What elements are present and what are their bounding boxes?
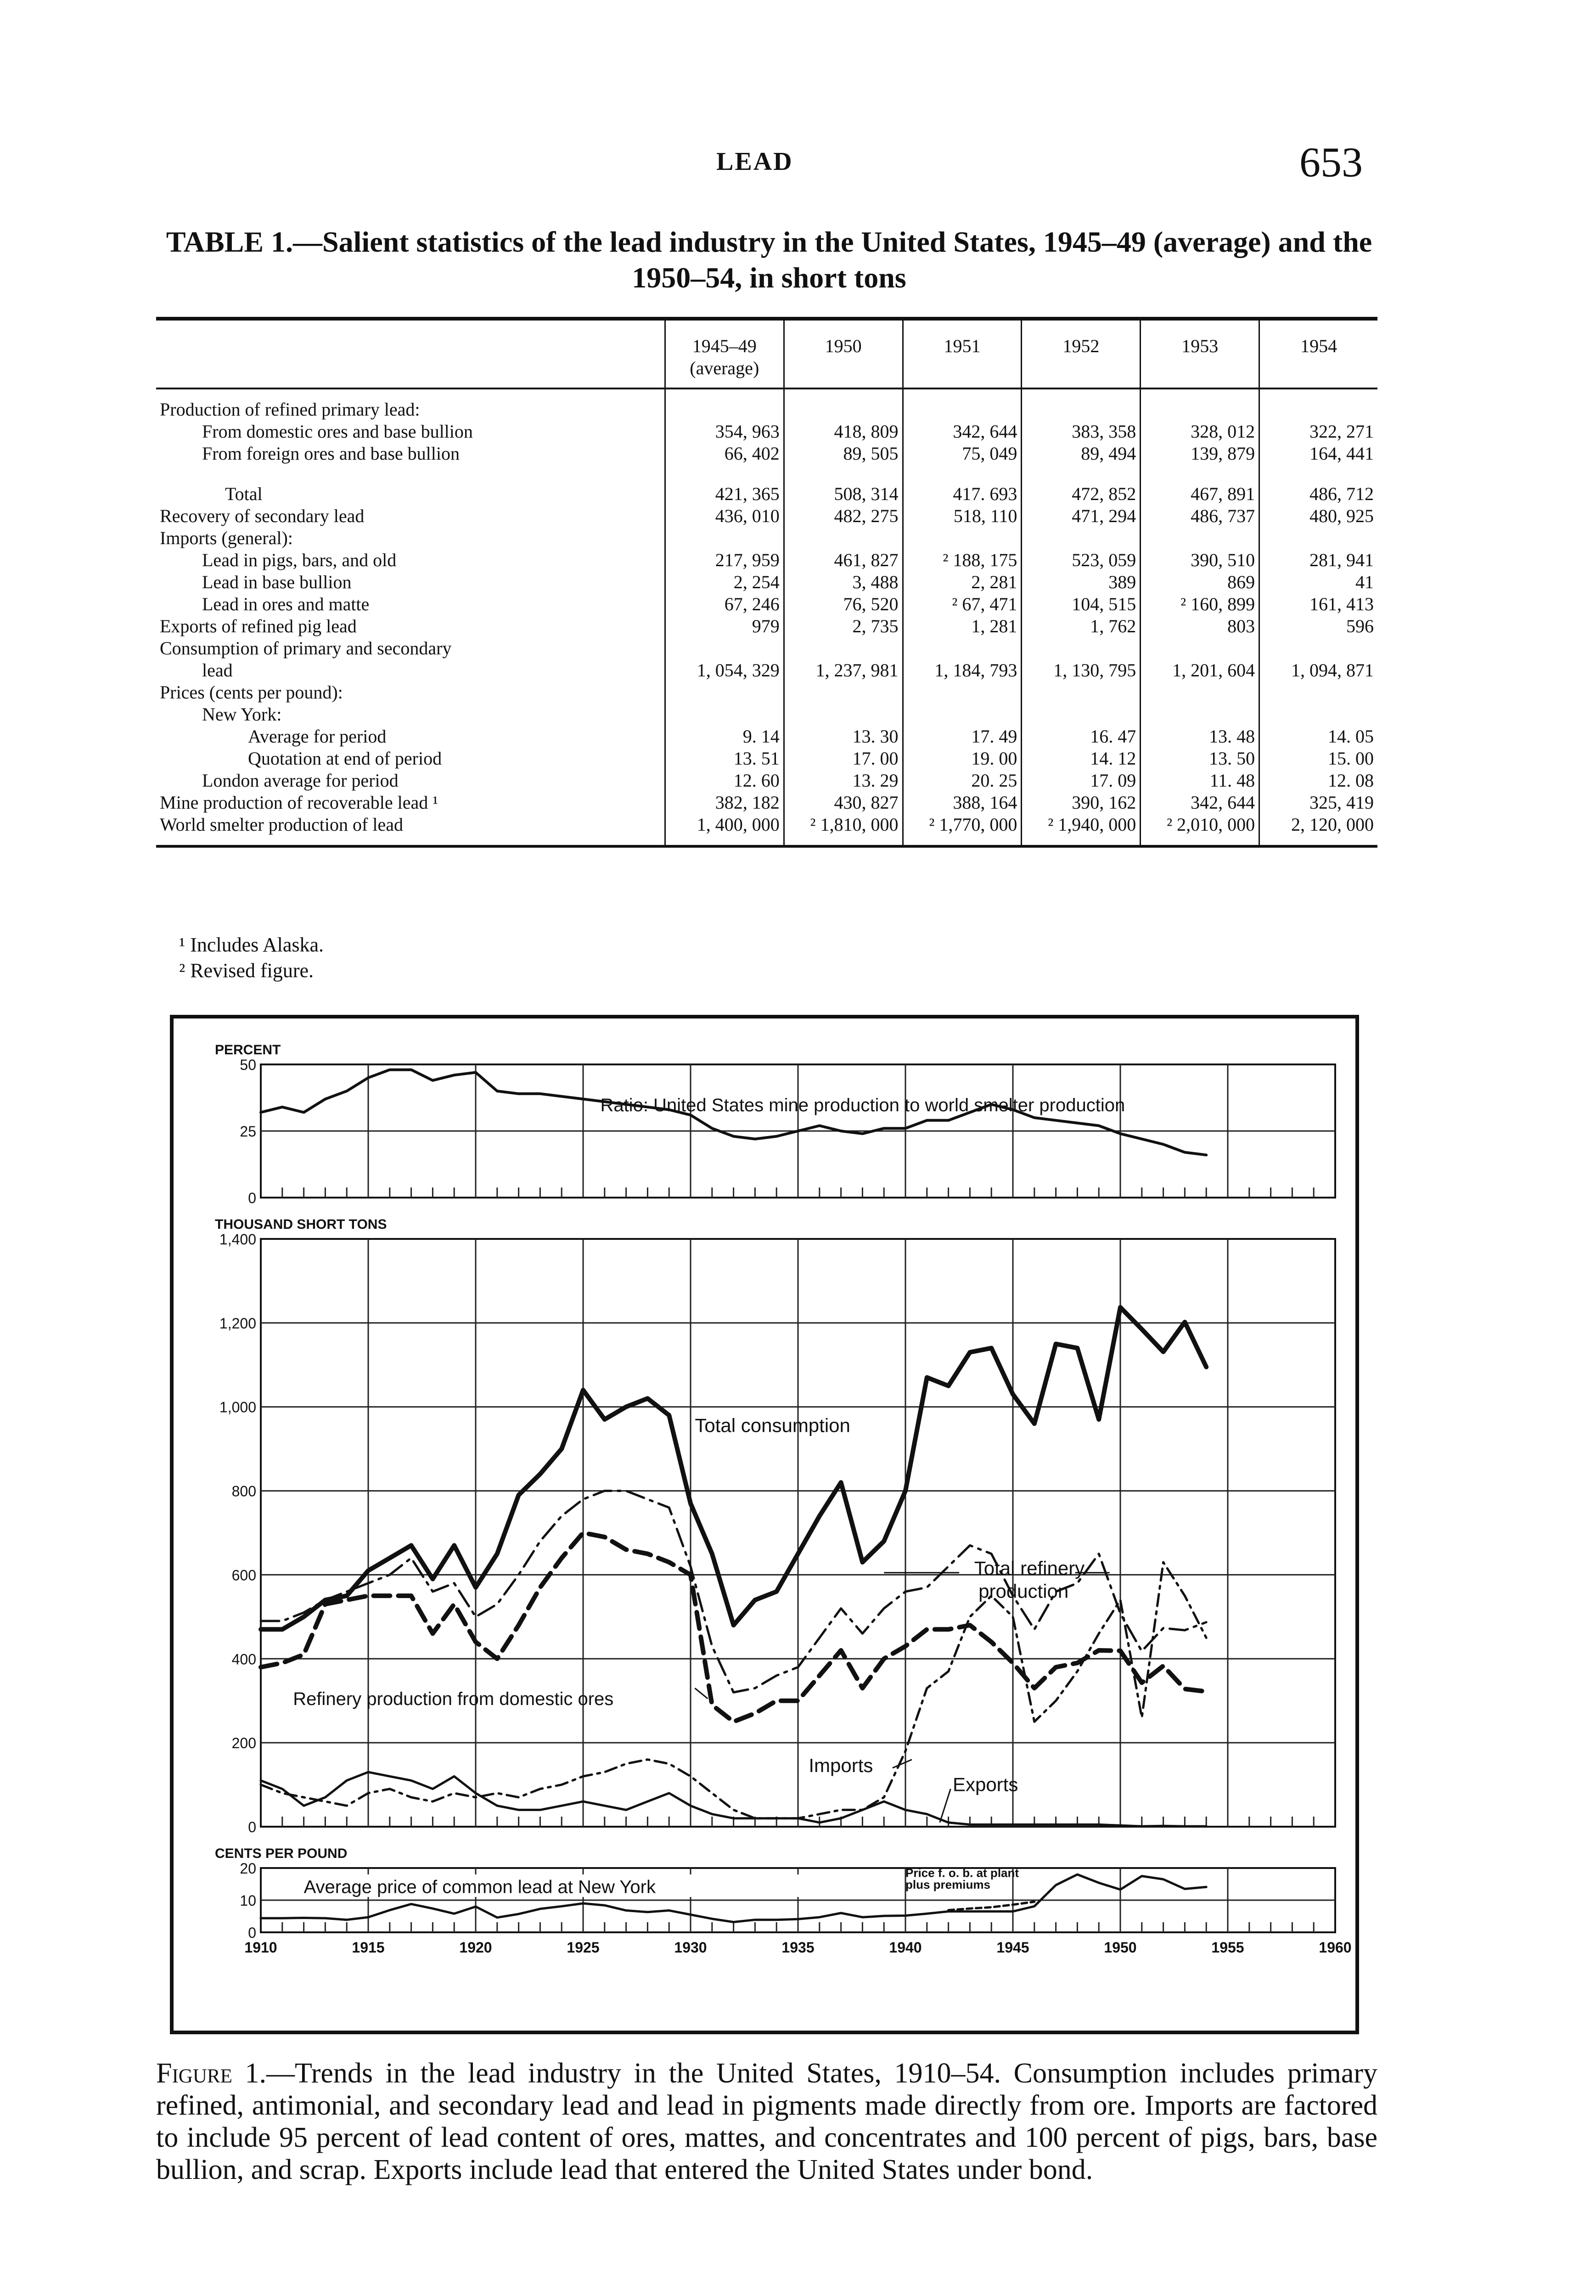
- row-value: 803: [1141, 615, 1259, 637]
- row-label: Quotation at end of period: [248, 748, 442, 769]
- row-value: 390, 510: [1141, 549, 1259, 571]
- y-tick-label: 0: [248, 1925, 256, 1941]
- x-tick-label: 1920: [459, 1939, 492, 1956]
- figure-frame: [170, 1015, 1359, 2034]
- row-value: 164, 441: [1259, 443, 1377, 465]
- row-value: [784, 465, 903, 483]
- row-value: 342, 644: [1141, 792, 1259, 814]
- row-value: 15. 00: [1259, 748, 1377, 770]
- row-value: [903, 681, 1022, 703]
- y-axis-label: CENTS PER POUND: [215, 1846, 348, 1861]
- row-label: Lead in base bullion: [202, 572, 352, 592]
- row-value: 508, 314: [784, 483, 903, 505]
- figure-caption-text: —Trends in the lead industry in the United States, 1910–54. Consumption includes primary refined, antimonial, and secondary lead and lead in pigments made directly from ore. Imports are factored to include 95 percent of lead content of ores, mattes, and concentrates and 100 percent of pigs, bars, base bullion, and scrap. Exports include lead that entered the United States under bond.: [156, 2058, 1377, 2185]
- row-value: 12. 60: [665, 770, 784, 792]
- row-value: [903, 527, 1022, 549]
- row-value: [1259, 681, 1377, 703]
- row-value: 1, 054, 329: [665, 659, 784, 681]
- figure-caption-label: Figure 1.: [156, 2058, 266, 2089]
- row-value: 13. 30: [784, 726, 903, 748]
- row-value: [1141, 703, 1259, 726]
- y-tick-label: 600: [231, 1567, 256, 1584]
- row-value: 76, 520: [784, 593, 903, 615]
- row-value: 390, 162: [1022, 792, 1141, 814]
- row-value: 17. 09: [1022, 770, 1141, 792]
- table-body: [156, 388, 1377, 846]
- row-value: 17. 49: [903, 726, 1022, 748]
- row-value: 2, 735: [784, 615, 903, 637]
- row-value: 89, 494: [1022, 443, 1141, 465]
- row-value: 471, 294: [1022, 505, 1141, 527]
- row-value: [665, 681, 784, 703]
- table-row: [156, 703, 1377, 726]
- row-value: 596: [1259, 615, 1377, 637]
- row-value: 161, 413: [1259, 593, 1377, 615]
- table-col-header: 1950: [784, 319, 903, 388]
- row-value: 518, 110: [903, 505, 1022, 527]
- row-label: London average for period: [202, 770, 399, 791]
- table-row: [156, 792, 1377, 814]
- row-value: [1022, 681, 1141, 703]
- row-value: 1, 237, 981: [784, 659, 903, 681]
- chart-annotation: Average price of common lead at New York: [303, 1877, 656, 1897]
- x-tick-label: 1935: [781, 1939, 815, 1956]
- y-tick-label: 0: [248, 1819, 256, 1835]
- table-row: [156, 505, 1377, 527]
- row-value: [784, 703, 903, 726]
- chart-annotation: production: [978, 1580, 1069, 1602]
- row-value: 482, 275: [784, 505, 903, 527]
- row-value: 869: [1141, 571, 1259, 593]
- table-footnotes: [179, 932, 324, 984]
- row-label: World smelter production of lead: [160, 814, 403, 835]
- row-value: [665, 637, 784, 659]
- row-value: 104, 515: [1022, 593, 1141, 615]
- table-row: [156, 593, 1377, 615]
- table-col-header: 1945–49 (average): [665, 319, 784, 388]
- y-tick-label: 400: [231, 1651, 256, 1668]
- y-tick-label: 200: [231, 1735, 256, 1752]
- x-tick-label: 1960: [1319, 1939, 1352, 1956]
- table-row: [156, 770, 1377, 792]
- row-value: 328, 012: [1141, 421, 1259, 443]
- table-row: [156, 549, 1377, 571]
- table-row: [156, 659, 1377, 681]
- row-value: 14. 12: [1022, 748, 1141, 770]
- y-axis-label: PERCENT: [215, 1042, 281, 1058]
- row-value: 461, 827: [784, 549, 903, 571]
- row-value: 1, 400, 000: [665, 814, 784, 846]
- y-tick-label: 25: [240, 1123, 256, 1140]
- row-value: [1259, 527, 1377, 549]
- row-value: 2, 120, 000: [1259, 814, 1377, 846]
- row-value: [1022, 637, 1141, 659]
- footnote: ¹ Includes Alaska.: [179, 934, 324, 956]
- leader-line: [893, 1760, 912, 1768]
- table-row: [156, 571, 1377, 593]
- row-value: 389: [1022, 571, 1141, 593]
- row-value: 3, 488: [784, 571, 903, 593]
- table-row: [156, 726, 1377, 748]
- row-label: [156, 465, 665, 483]
- table-header-row: [156, 319, 1377, 388]
- row-value: [665, 527, 784, 549]
- table-row: [156, 681, 1377, 703]
- row-value: [1141, 637, 1259, 659]
- row-value: [903, 703, 1022, 726]
- row-value: 1, 281: [903, 615, 1022, 637]
- table-row: [156, 388, 1377, 421]
- row-value: 67, 246: [665, 593, 784, 615]
- row-value: [1141, 527, 1259, 549]
- row-value: [903, 637, 1022, 659]
- row-value: [665, 703, 784, 726]
- leader-line: [695, 1688, 708, 1699]
- row-value: [903, 388, 1022, 421]
- row-value: [665, 388, 784, 421]
- row-value: 20. 25: [903, 770, 1022, 792]
- row-value: 467, 891: [1141, 483, 1259, 505]
- table-row: [156, 814, 1377, 846]
- row-label: Imports (general):: [160, 528, 293, 548]
- running-header-title: LEAD: [716, 147, 793, 176]
- table-row: [156, 615, 1377, 637]
- row-value: [1022, 465, 1141, 483]
- row-label: Average for period: [248, 726, 387, 747]
- x-tick-label: 1945: [996, 1939, 1029, 1956]
- y-tick-label: 800: [231, 1483, 256, 1500]
- row-label: New York:: [202, 704, 282, 725]
- row-label: Consumption of primary and secondary: [160, 638, 452, 658]
- chart-annotation: Refinery production from domestic ores: [293, 1688, 614, 1709]
- row-label: From domestic ores and base bullion: [202, 421, 473, 442]
- row-value: 9. 14: [665, 726, 784, 748]
- row-value: 281, 941: [1259, 549, 1377, 571]
- row-label: Prices (cents per pound):: [160, 682, 343, 703]
- row-value: 322, 271: [1259, 421, 1377, 443]
- row-value: 421, 365: [665, 483, 784, 505]
- row-label: lead: [202, 660, 233, 681]
- row-value: 13. 50: [1141, 748, 1259, 770]
- chart-annotation: Ratio: United States mine production to world smelter production: [600, 1095, 1125, 1115]
- table-row: [156, 748, 1377, 770]
- table-col-header: 1951: [903, 319, 1022, 388]
- table-row: [156, 483, 1377, 505]
- figure-caption: [156, 2057, 1377, 2186]
- row-value: 523, 059: [1022, 549, 1141, 571]
- row-value: 2, 254: [665, 571, 784, 593]
- x-tick-label: 1930: [674, 1939, 707, 1956]
- row-value: 1, 762: [1022, 615, 1141, 637]
- chart-annotation: Total consumption: [695, 1414, 850, 1436]
- chart-annotation: Exports: [952, 1773, 1018, 1795]
- row-value: 383, 358: [1022, 421, 1141, 443]
- row-value: [1141, 465, 1259, 483]
- row-value: 382, 182: [665, 792, 784, 814]
- row-value: 1, 184, 793: [903, 659, 1022, 681]
- row-value: 486, 737: [1141, 505, 1259, 527]
- row-value: 480, 925: [1259, 505, 1377, 527]
- row-value: 17. 00: [784, 748, 903, 770]
- row-value: 14. 05: [1259, 726, 1377, 748]
- table-label: TABLE 1.: [166, 225, 293, 258]
- row-value: [784, 388, 903, 421]
- row-value: ² 67, 471: [903, 593, 1022, 615]
- page-number: 653: [1299, 139, 1363, 186]
- chart-annotation: Price f. o. b. at plant: [905, 1866, 1019, 1880]
- row-value: 472, 852: [1022, 483, 1141, 505]
- row-value: 486, 712: [1259, 483, 1377, 505]
- row-value: [1141, 388, 1259, 421]
- row-value: [1259, 637, 1377, 659]
- row-value: [1022, 703, 1141, 726]
- table-row: [156, 527, 1377, 549]
- row-value: 217, 959: [665, 549, 784, 571]
- y-tick-label: 0: [248, 1190, 256, 1206]
- row-value: 66, 402: [665, 443, 784, 465]
- row-value: [665, 465, 784, 483]
- row-value: [1259, 465, 1377, 483]
- series-line: [261, 1772, 1206, 1826]
- x-tick-label: 1910: [244, 1939, 277, 1956]
- row-value: 2, 281: [903, 571, 1022, 593]
- row-value: ² 2,010, 000: [1141, 814, 1259, 846]
- y-tick-label: 50: [240, 1057, 256, 1073]
- row-value: ² 1,770, 000: [903, 814, 1022, 846]
- x-tick-label: 1940: [889, 1939, 922, 1956]
- y-axis-label: THOUSAND SHORT TONS: [215, 1217, 387, 1232]
- table-col-header: 1952: [1022, 319, 1141, 388]
- row-value: 436, 010: [665, 505, 784, 527]
- trends-chart: [174, 1019, 1355, 2031]
- row-value: 13. 51: [665, 748, 784, 770]
- row-value: [903, 465, 1022, 483]
- row-value: 89, 505: [784, 443, 903, 465]
- row-label: Mine production of recoverable lead ¹: [160, 792, 438, 813]
- y-tick-label: 20: [240, 1860, 256, 1877]
- row-label: Total: [225, 484, 263, 504]
- row-label: Exports of refined pig lead: [160, 616, 357, 636]
- row-value: 1, 130, 795: [1022, 659, 1141, 681]
- y-tick-label: 1,400: [219, 1231, 256, 1248]
- table-header-blank: [156, 319, 665, 388]
- table-row: [156, 443, 1377, 465]
- table-col-header: 1953: [1141, 319, 1259, 388]
- row-value: 12. 08: [1259, 770, 1377, 792]
- x-tick-label: 1915: [352, 1939, 385, 1956]
- x-tick-label: 1955: [1211, 1939, 1244, 1956]
- y-tick-label: 1,200: [219, 1315, 256, 1332]
- row-label: From foreign ores and base bullion: [202, 443, 460, 464]
- row-label: Production of refined primary lead:: [160, 399, 420, 420]
- y-tick-label: 1,000: [219, 1399, 256, 1416]
- row-value: 13. 48: [1141, 726, 1259, 748]
- table-row: [156, 421, 1377, 443]
- row-label: Lead in ores and matte: [202, 594, 370, 614]
- row-value: [1259, 703, 1377, 726]
- x-tick-label: 1925: [567, 1939, 600, 1956]
- row-value: 388, 164: [903, 792, 1022, 814]
- x-tick-label: 1950: [1104, 1939, 1137, 1956]
- footnote: ² Revised figure.: [179, 959, 314, 982]
- row-value: 1, 094, 871: [1259, 659, 1377, 681]
- row-value: 430, 827: [784, 792, 903, 814]
- row-value: 75, 049: [903, 443, 1022, 465]
- row-value: ² 188, 175: [903, 549, 1022, 571]
- row-label: Recovery of secondary lead: [160, 506, 365, 526]
- row-value: 325, 419: [1259, 792, 1377, 814]
- row-value: ² 1,940, 000: [1022, 814, 1141, 846]
- salient-statistics-table: [156, 317, 1377, 848]
- row-value: [1022, 388, 1141, 421]
- row-value: [784, 527, 903, 549]
- row-value: 19. 00: [903, 748, 1022, 770]
- row-value: 979: [665, 615, 784, 637]
- row-value: 11. 48: [1141, 770, 1259, 792]
- row-value: 342, 644: [903, 421, 1022, 443]
- row-value: [1259, 388, 1377, 421]
- y-tick-label: 10: [240, 1892, 256, 1909]
- table-row: [156, 637, 1377, 659]
- row-value: 417. 693: [903, 483, 1022, 505]
- row-value: 13. 29: [784, 770, 903, 792]
- row-value: 139, 879: [1141, 443, 1259, 465]
- row-value: 41: [1259, 571, 1377, 593]
- table-title: [156, 224, 1382, 296]
- row-value: 16. 47: [1022, 726, 1141, 748]
- row-value: ² 1,810, 000: [784, 814, 903, 846]
- row-value: [784, 637, 903, 659]
- chart-annotation: plus premiums: [905, 1877, 990, 1891]
- chart-annotation: Total refinery: [974, 1557, 1085, 1579]
- chart-annotation: Imports: [809, 1755, 873, 1777]
- row-value: [784, 681, 903, 703]
- row-value: ² 160, 899: [1141, 593, 1259, 615]
- row-value: 418, 809: [784, 421, 903, 443]
- row-label: Lead in pigs, bars, and old: [202, 550, 397, 570]
- row-value: [1022, 527, 1141, 549]
- table-title-text: —Salient statistics of the lead industry in the United States, 1945–49 (average) and the 1950–54, in short tons: [293, 225, 1372, 294]
- row-value: 354, 963: [665, 421, 784, 443]
- row-value: [1141, 681, 1259, 703]
- row-value: 1, 201, 604: [1141, 659, 1259, 681]
- table-col-header: 1954: [1259, 319, 1377, 388]
- table-row: [156, 465, 1377, 483]
